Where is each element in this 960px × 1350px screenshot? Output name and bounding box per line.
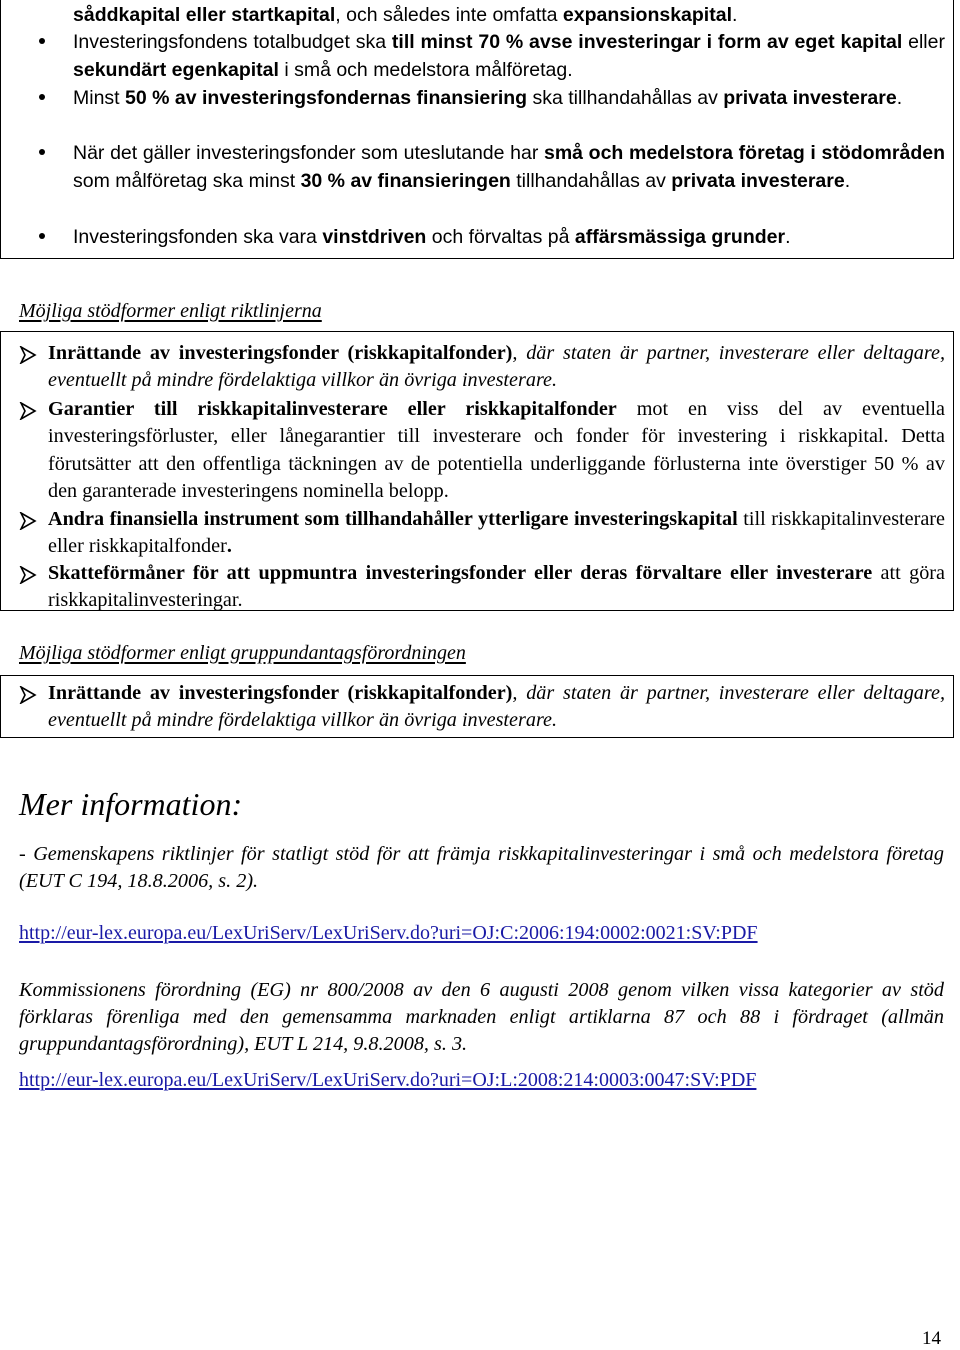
support-form-text bbox=[48, 340, 945, 395]
bullet-text-run: tillhandahållas av bbox=[510, 169, 672, 192]
bullet-item bbox=[1, 140, 953, 195]
support-form-run: att göra riskkapitalinvesteringar. bbox=[48, 562, 945, 612]
bullet-text-run: till minst 70 % avse investeringar i form av eget kapital bbox=[391, 31, 903, 53]
bullet-text-run: små och medelstora företag i stödområden bbox=[543, 142, 945, 164]
lead-bold-2: expansionskapital bbox=[562, 4, 732, 26]
bullet-text-run: affärsmässiga grunder bbox=[574, 226, 786, 248]
bullet-text-run: Investeringsfondens totalbudget ska bbox=[73, 31, 392, 53]
support-form-text bbox=[48, 396, 945, 505]
bullet-text-run: . bbox=[785, 226, 791, 248]
support-form-item bbox=[1, 340, 953, 395]
support-form-run: Garantier till riskkapitalinvesterare eller riskkapitalfonder bbox=[48, 398, 617, 420]
support-form-run: . bbox=[226, 535, 232, 558]
link-gber[interactable]: http://eur-lex.europa.eu/LexUriServ/LexUriServ.do?uri=OJ:L:2008:214:0003:0047:SV:PDF bbox=[19, 1069, 757, 1091]
support-form-run: till riskkapitalinvesterare eller riskkapitalfonder bbox=[48, 508, 945, 558]
support-form-run: , där staten är partner, investerare eller deltagare, eventuellt på mindre fördelaktiga villkor än övriga investerare. bbox=[48, 342, 946, 392]
arrow-bullet-icon bbox=[19, 511, 37, 529]
bullet-text-run: När det gäller investeringsfonder som uteslutande har bbox=[73, 142, 544, 164]
bullet-text-run: privata investerare bbox=[723, 87, 897, 109]
bullet-text-run: och förvaltas på bbox=[426, 226, 575, 248]
bullet-item bbox=[1, 224, 953, 252]
bullet-text-run: ska tillhandahållas av bbox=[527, 87, 724, 109]
gber-box bbox=[0, 675, 954, 738]
support-form-run: Inrättande av investeringsfonder (riskkapitalfonder) bbox=[48, 682, 513, 704]
link-guidelines[interactable]: http://eur-lex.europa.eu/LexUriServ/LexUriServ.do?uri=OJ:C:2006:194:0002:0021:SV:PDF bbox=[19, 922, 758, 944]
reference-gber: Kommissionens förordning (EG) nr 800/2008 av den 6 augusti 2008 genom vilken vissa kategorier av stöd förklaras förenliga med den gemensamma marknaden enligt artiklarna 87 och 88 i fördraget (allmän gruppundantagsförordning), EUT L 214, 9.8.2008, s. 3. bbox=[19, 979, 944, 1055]
lead-end: . bbox=[732, 4, 738, 26]
bullet-text-run: i små och medelstora målföretag. bbox=[278, 58, 573, 81]
lead-bold: såddkapital eller startkapital bbox=[73, 4, 336, 26]
bullet-item bbox=[1, 85, 953, 113]
page-number: 14 bbox=[922, 1328, 941, 1349]
more-info-heading: Mer information: bbox=[19, 786, 243, 822]
section-heading-gruppundantag: Möjliga stödformer enligt gruppundantagsförordningen bbox=[19, 642, 466, 664]
support-form-run: Skatteförmåner för att uppmuntra investeringsfonder eller deras förvaltare eller investerare bbox=[48, 562, 873, 584]
lead-plain: , och således inte omfatta bbox=[335, 4, 563, 26]
bullet-text bbox=[73, 224, 945, 252]
bullet-text-run: vinstdriven bbox=[322, 226, 427, 248]
arrow-bullet-icon bbox=[19, 565, 37, 583]
bullet-dot-icon bbox=[35, 224, 49, 252]
support-form-text bbox=[48, 680, 945, 735]
section-heading-riktlinjer: Möjliga stödformer enligt riktlinjerna bbox=[19, 300, 322, 322]
arrow-bullet-icon bbox=[19, 685, 37, 703]
bullet-item bbox=[1, 29, 953, 84]
lead-text bbox=[73, 2, 945, 30]
support-form-run: Inrättande av investeringsfonder (riskkapitalfonder) bbox=[48, 342, 513, 364]
bullet-text-run: som målföretag ska minst bbox=[73, 169, 301, 192]
support-form-text bbox=[48, 506, 945, 561]
bullet-text-run: 50 % av investeringsfondernas finansiering bbox=[125, 87, 528, 109]
support-form-run: , där staten är partner, investerare eller deltagare, eventuellt på mindre fördelaktiga villkor än övriga investerare. bbox=[48, 682, 946, 732]
bullet-text bbox=[73, 140, 945, 195]
support-form-run: Andra finansiella instrument som tillhandahåller ytterligare investeringskapital bbox=[48, 508, 738, 530]
bullet-text-run: privata investerare bbox=[671, 169, 845, 192]
bullet-text-run: . bbox=[844, 169, 851, 192]
arrow-bullet-icon bbox=[19, 345, 37, 363]
support-form-item bbox=[1, 506, 953, 561]
support-form-run: mot en viss del av eventuella investeringsförluster, eller lånegarantier till investerare och fonder för investering i riskkapital. Detta förutsätter att den offentliga täckningen av de potentiella underliggande förlusterna inte överstiger 50 % av den garanterade investeringens nominella belopp. bbox=[48, 398, 945, 502]
bullet-dot-icon bbox=[35, 29, 49, 57]
arrow-bullet-icon bbox=[19, 401, 37, 419]
support-form-text bbox=[48, 560, 945, 615]
support-form-item bbox=[1, 680, 953, 735]
bullet-dot-icon bbox=[35, 140, 49, 168]
support-form-item bbox=[1, 396, 953, 505]
support-form-item bbox=[1, 560, 953, 615]
reference-guidelines: - Gemenskapens riktlinjer för statligt stöd för att främja riskkapitalinvesteringar i små och medelstora företag (EUT C 194, 18.8.2006, s. 2). bbox=[19, 843, 944, 892]
bullet-text-run: . bbox=[896, 87, 903, 109]
bullet-text-run: Investeringsfonden ska vara bbox=[73, 226, 323, 248]
bullet-text-run: Minst bbox=[73, 87, 126, 109]
criteria-box bbox=[0, 0, 954, 259]
bullet-text-run: sekundärt egenkapital bbox=[73, 58, 279, 81]
bullet-text bbox=[73, 29, 945, 84]
bullet-text bbox=[73, 85, 945, 113]
support-forms-box bbox=[0, 331, 954, 611]
bullet-dot-icon bbox=[35, 85, 49, 113]
bullet-text-run: 30 % av finansieringen bbox=[300, 169, 511, 192]
bullet-text-run: eller bbox=[902, 31, 945, 53]
